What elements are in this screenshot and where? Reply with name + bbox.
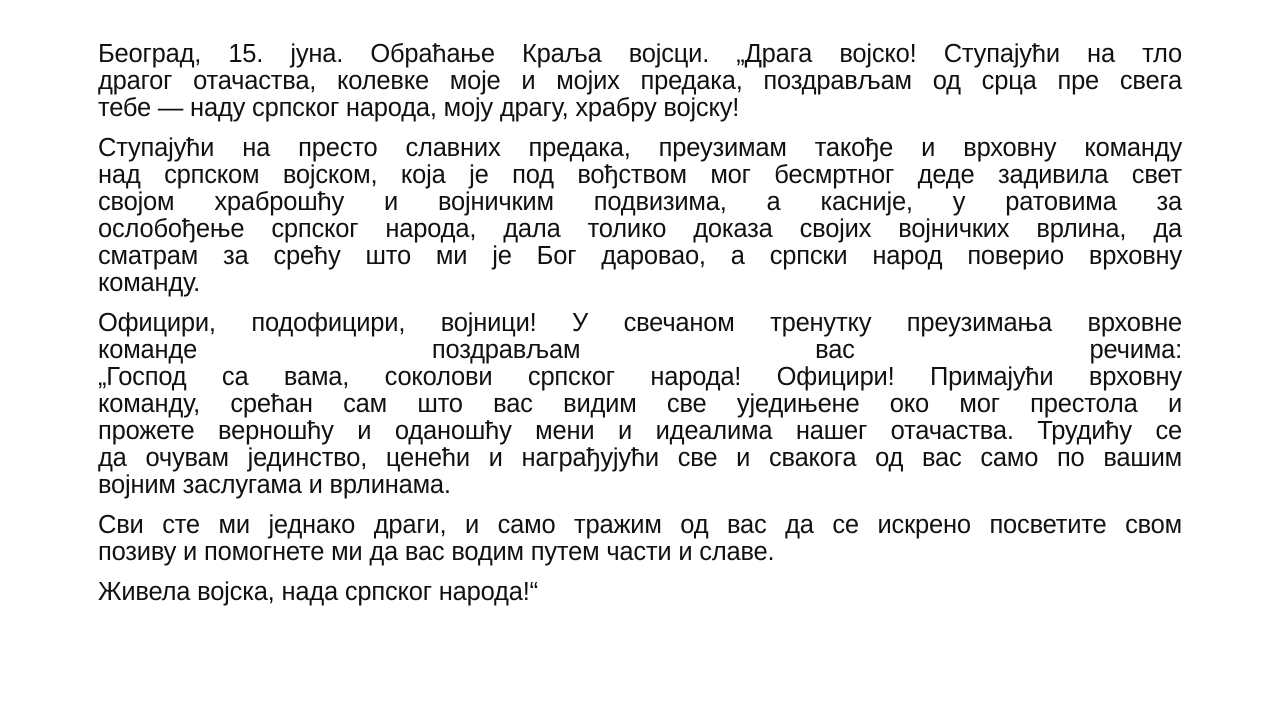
- text-line: „Господ са вама, соколови српског народа! Официри! Примајући врховну: [98, 363, 1182, 391]
- text-line: Официри, подофицири, војници! У свечаном тренутку преузимања врховне: [98, 309, 1182, 337]
- text-line: Београд, 15. јуна. Обраћање Краља војсци. „Драга војско! Ступајући на тло: [98, 40, 1182, 68]
- paragraph-5: [98, 579, 1182, 606]
- text-line: команду, срећан сам што вас видим све уједињене око мог престола и: [98, 390, 1182, 418]
- paragraph-1: [98, 41, 1182, 122]
- text-line: Живела војска, нада српског народа!“: [98, 578, 538, 606]
- text-line: сматрам за срећу што ми је Бог даровао, а српски народ поверио врховну: [98, 242, 1182, 270]
- text-line: Ступајући на престо славних предака, преузимам такође и врховну команду: [98, 134, 1182, 162]
- paragraph-4: [98, 512, 1182, 566]
- text-line: команде поздрављам вас речима:: [98, 336, 1182, 364]
- text-line: војним заслугама и врлинама.: [98, 471, 451, 499]
- text-line: команду.: [98, 269, 200, 297]
- text-body: [98, 41, 1182, 619]
- text-line: над српском војском, која је под вођством мог бесмртног деде задивила свет: [98, 161, 1182, 189]
- paragraph-2: [98, 135, 1182, 297]
- paragraph-3: [98, 310, 1182, 499]
- text-line: позиву и помогнете ми да вас водим путем части и славе.: [98, 538, 775, 566]
- text-line: својом храброшћу и војничким подвизима, а касније, у ратовима за: [98, 188, 1182, 216]
- text-line: прожете верношћу и оданошћу мени и идеалима нашег отачаства. Трудићу се: [98, 417, 1182, 445]
- text-line: ослобођење српског народа, дала толико доказа својих војничких врлина, да: [98, 215, 1182, 243]
- text-line: Сви сте ми једнако драги, и само тражим од вас да се искрено посветите свом: [98, 511, 1182, 539]
- text-line: да очувам јединство, ценећи и награђујући све и свакога од вас само по вашим: [98, 444, 1182, 472]
- text-line: тебе — наду српског народа, моју драгу, храбру војску!: [98, 94, 740, 122]
- text-line: драгог отачаства, колевке моје и мојих предака, поздрављам од срца пре свега: [98, 67, 1182, 95]
